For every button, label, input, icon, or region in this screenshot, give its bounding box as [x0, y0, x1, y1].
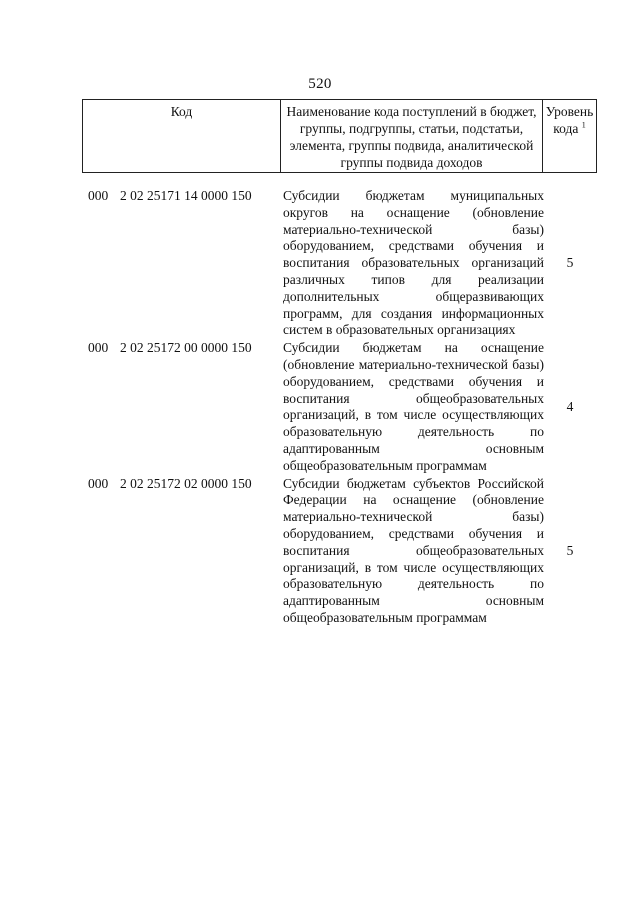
row-level: 5	[566, 542, 574, 558]
row-code: 2 02 25172 02 0000 150	[120, 475, 252, 491]
table-row	[82, 476, 596, 627]
row-name: Субсидии бюджетам муниципальных округов на оснащение (обновление материально-технической базы) оборудованием, средствами обучения и воспитания образовательных организаций различных типов для реализации дополнительных общеразвивающих программ, для создания информационных систем в образовательных организациях	[283, 188, 544, 338]
row-code: 2 02 25171 14 0000 150	[120, 188, 252, 203]
row-code: 2 02 25172 00 0000 150	[120, 340, 252, 356]
header-level-footnote: 1	[581, 120, 586, 130]
page-number: 520	[308, 76, 332, 92]
table-row	[82, 188, 596, 339]
header-level-label: Уровень кода	[545, 104, 594, 136]
header-level	[543, 100, 597, 173]
row-prefix: 000	[88, 475, 109, 491]
row-prefix: 000	[88, 188, 109, 203]
header-code: Код	[83, 100, 281, 173]
row-name: Субсидии бюджетам на оснащение (обновление материально-технической базы) оборудованием, средствами обучения и воспитания общеобразовательных организаций, в том числе осуществляющих образовательную деятельность по адаптированным основным общеобразовательным программам	[283, 340, 544, 473]
row-level: 4	[566, 398, 574, 414]
header-name: Наименование кода поступлений в бюджет, группы, подгруппы, статьи, подстатьи, элемента, группы подвида, аналитической группы подвида доходов	[281, 100, 543, 173]
row-name: Субсидии бюджетам субъектов Российской Федерации на оснащение (обновление материально-технической базы) оборудованием, средствами обучения и воспитания общеобразовательных организаций, в том числе осуществляющих образовательную деятельность по адаптированным основным общеобразовательным программам	[283, 475, 544, 625]
row-level: 5	[566, 255, 574, 271]
row-prefix: 000	[88, 340, 109, 356]
table-header	[82, 99, 597, 173]
table-row	[82, 340, 596, 474]
table-body	[82, 188, 596, 627]
